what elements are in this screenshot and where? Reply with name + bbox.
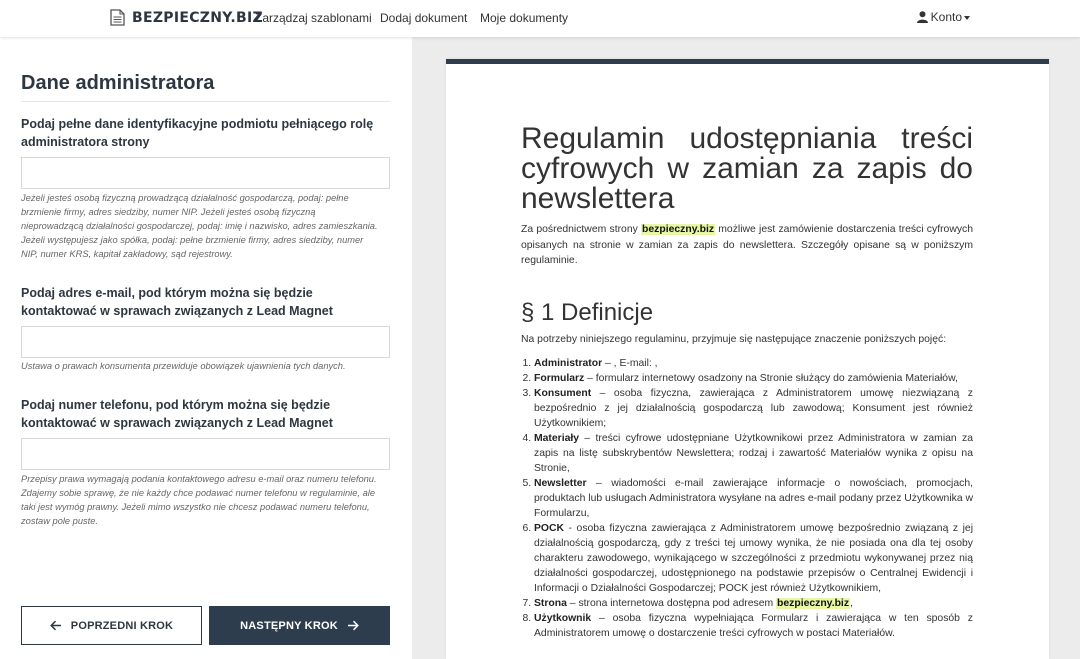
intro-text-before: Za pośrednictwem strony bbox=[521, 224, 638, 235]
definition-item bbox=[534, 431, 973, 476]
contact-phone-label: Podaj numer telefonu, pod którym można się będzie kontaktować w sprawach związanych z Lead Magnet bbox=[21, 398, 333, 430]
contact-email-input[interactable] bbox=[21, 326, 390, 358]
brand-name: BEZPIECZNY.BIZ bbox=[132, 9, 263, 26]
arrow-right-icon bbox=[347, 620, 359, 631]
next-step-label: NASTĘPNY KROK bbox=[240, 619, 338, 632]
admin-identity-label: Podaj pełne dane identyfikacyjne podmiotu pełniącego rolę administratora strony bbox=[21, 117, 374, 149]
chevron-down-icon bbox=[964, 16, 970, 20]
title-divider bbox=[21, 101, 390, 102]
definition-text: – osoba fizyczna wypełniająca Formularz i zawierająca w ten sposób z Administratorem umowę o dostarczenie treści cyfrowych w postaci Materiałów. bbox=[534, 613, 973, 639]
definition-term: Newsletter bbox=[534, 478, 587, 489]
definition-item bbox=[534, 356, 973, 371]
contact-phone-help: Przepisy prawa wymagają podania kontaktowego adresu e-mail oraz numeru telefonu. Zdajemy sobie sprawę, że nie każdy chce podawać numer telefonu w regulaminie, ale taki jest wymóg prawny. Jeżeli mimo wszystko nie chcesz podawać numeru telefonu, zostaw pole puste. bbox=[21, 474, 377, 526]
definition-text: – strona internetowa dostępna pod adresem bbox=[566, 598, 777, 609]
definition-text: – treści cyfrowe udostępniane Użytkownikowi przez Administratora w zamian za zapis na listę subskrybentów Newslettera; rodzaj i zawartość Materiałów wynika z opisu na Stronie, bbox=[534, 433, 973, 474]
next-step-button[interactable] bbox=[209, 606, 390, 645]
nav-manage-templates[interactable]: Zarządzaj szablonami bbox=[255, 11, 372, 25]
contact-email-help: Ustawa o prawach konsumenta przewiduje obowiązek ujawnienia tych danych. bbox=[21, 361, 346, 371]
nav-my-documents[interactable]: Moje dokumenty bbox=[480, 11, 569, 25]
previous-step-label: POPRZEDNI KROK bbox=[70, 619, 174, 632]
definition-item bbox=[534, 386, 973, 431]
brand-logo[interactable] bbox=[110, 9, 263, 26]
intro-site-link: bezpieczny.biz bbox=[642, 224, 715, 235]
admin-identity-input[interactable] bbox=[21, 157, 390, 189]
nav-add-document[interactable]: Dodaj dokument bbox=[380, 11, 468, 25]
definitions-list bbox=[521, 356, 973, 641]
definition-item bbox=[534, 521, 973, 596]
document-preview bbox=[446, 59, 1049, 659]
form-panel bbox=[0, 37, 412, 659]
account-menu[interactable] bbox=[917, 10, 970, 24]
admin-identity-help: Jeżeli jesteś osobą fizyczną prowadzącą działalność gospodarczą, podaj: pełne brzmienie firmy, adres siedziby, numer NIP. Jeżeli jesteś osobą fizyczną nieprowadzącą działalności gospodarczej, podaj: imię i nazwisko, adres zamieszkania. Jeżeli występujesz jako spółka, podaj: pełne brzmienie firmy, adres siedziby, numer NIP, numer KRS, kapitał zakładowy, sąd rejestrowy. bbox=[21, 193, 378, 259]
definition-item bbox=[534, 371, 973, 386]
section-1-title: § 1 Definicje bbox=[521, 299, 654, 326]
definition-site-link: bezpieczny.biz bbox=[777, 598, 850, 609]
definition-text: - osoba fizyczna zawierająca z Administratorem umowę bezpośrednio związaną z jej działalnością gospodarczą, gdy z treści tej umowy wynika, że nie posiada ona dla tej osoby charakteru zawodowego, wynikającego w szczególności z przedmiotu wykonywanej przez nią działalności gospodarczej, udostępnionego na podstawie przepisów o Centralnej Ewidencji i Informacji o Działalności Gospodarczej; POCK jest również Użytkownikiem, bbox=[534, 523, 973, 594]
contact-phone-input[interactable] bbox=[21, 438, 390, 470]
intro-text-after: możliwe jest zamówienie dostarczenia treści cyfrowych opisanych na stronie w zamian za zapis do newslettera. Szczegóły opisane są w poniższym regulaminie. bbox=[521, 224, 973, 266]
definition-item bbox=[534, 476, 973, 521]
definition-item bbox=[534, 596, 973, 611]
user-icon bbox=[917, 11, 928, 23]
definition-term: Materiały bbox=[534, 433, 580, 444]
definition-item bbox=[534, 611, 973, 641]
definition-term: Użytkownik bbox=[534, 613, 592, 624]
definition-term: Administrator bbox=[534, 358, 603, 369]
definition-term: Konsument bbox=[534, 388, 592, 399]
definition-text: – osoba fizyczna, zawierająca z Administratorem umowę niezwiązaną z bezpośrednio z jej działalnością gospodarczą lub zawodową; Konsument jest również Użytkownikiem; bbox=[534, 388, 973, 429]
definition-text: – , E-mail: , bbox=[602, 358, 658, 369]
definition-term: POCK bbox=[534, 523, 565, 534]
document-icon bbox=[110, 9, 125, 26]
definition-term: Formularz bbox=[534, 373, 585, 384]
top-navbar bbox=[0, 0, 1080, 37]
account-label: Konto bbox=[930, 10, 962, 24]
definition-text: – formularz internetowy osadzony na Stronie służący do zamówienia Materiałów, bbox=[584, 373, 958, 384]
contact-email-label: Podaj adres e-mail, pod którym można się będzie kontaktować w sprawach związanych z Lead Magnet bbox=[21, 286, 333, 318]
section-1-intro: Na potrzeby niniejszego regulaminu, przyjmuje się następujące znaczenie poniższych pojęć: bbox=[521, 334, 947, 345]
definition-text-tail: , bbox=[850, 598, 853, 609]
previous-step-button[interactable] bbox=[21, 606, 202, 645]
document-intro bbox=[521, 222, 973, 269]
page-title: Dane administratora bbox=[21, 72, 215, 94]
document-title: Regulamin udostępniania treści cyfrowych w zamian za zapis do newslettera bbox=[521, 122, 973, 215]
definition-term: Strona bbox=[534, 598, 567, 609]
arrow-left-icon bbox=[50, 620, 62, 631]
definition-text: – wiadomości e-mail zawierające informacje o nowościach, promocjach, produktach lub usługach Administratora wysyłane na adres e-mail podany przez Użytkownika w Formularzu, bbox=[534, 478, 973, 519]
